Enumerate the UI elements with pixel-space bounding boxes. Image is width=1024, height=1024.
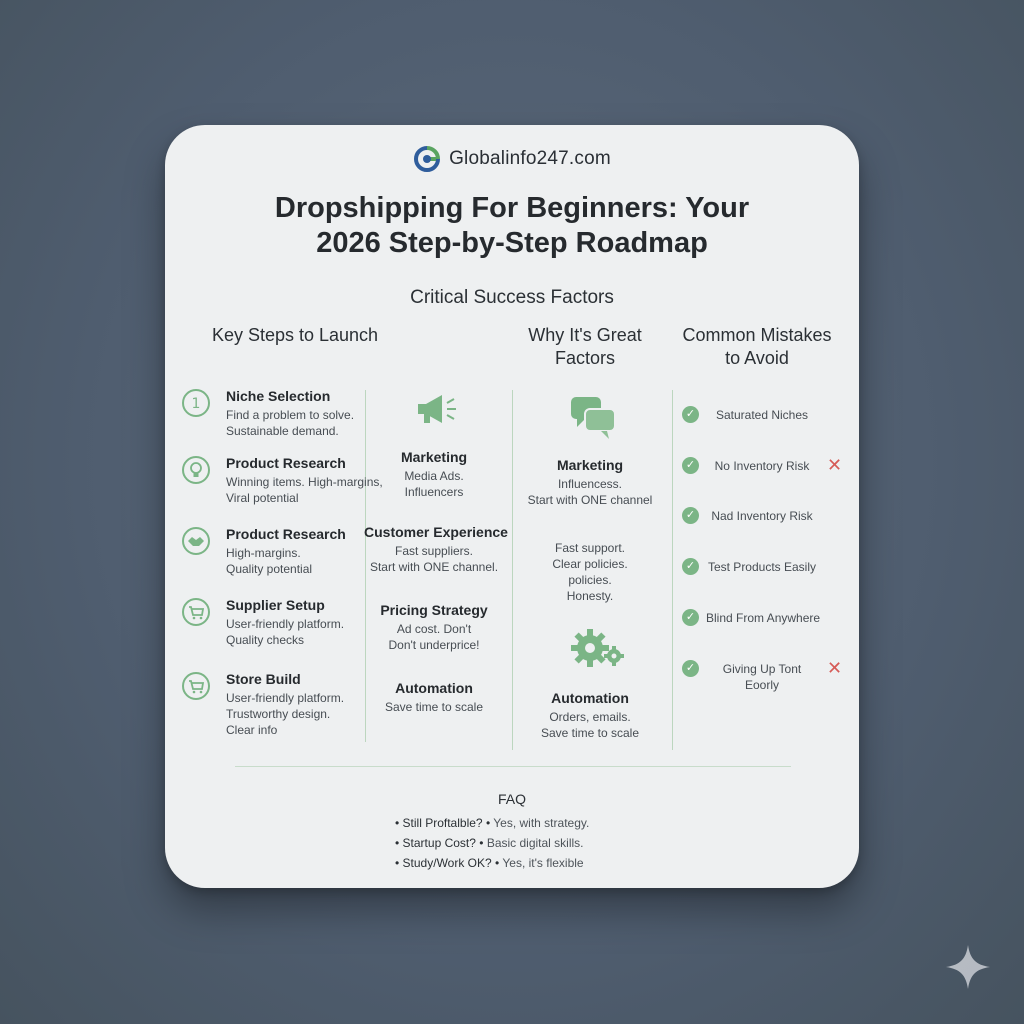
factor-desc bbox=[364, 621, 504, 653]
great-desc-line: Clear policies. bbox=[552, 557, 628, 571]
step-desc bbox=[226, 474, 383, 506]
chat-bubbles-icon bbox=[569, 395, 617, 441]
great-support bbox=[520, 537, 660, 604]
section-subtitle: Critical Success Factors bbox=[410, 287, 614, 308]
lightbulb-icon bbox=[181, 455, 211, 485]
brand-name: Globalinfo247.com bbox=[449, 148, 611, 169]
check-icon: ✓ bbox=[682, 457, 699, 474]
column-heading-steps: Key Steps to Launch bbox=[211, 325, 379, 345]
step-desc-line: High-margins. bbox=[226, 546, 301, 560]
mistake-text-line: Giving Up Tont bbox=[722, 662, 802, 676]
great-desc-line: Start with ONE channel bbox=[527, 493, 653, 507]
factor-title: Pricing Strategy bbox=[380, 602, 488, 618]
column-heading-great bbox=[500, 324, 670, 370]
step-desc-line: Winning items. High-margins, bbox=[226, 475, 383, 489]
step-desc-line: Find a problem to solve. bbox=[226, 408, 355, 422]
factor-desc-line: Fast suppliers. bbox=[394, 544, 474, 558]
great-desc-line: Save time to scale bbox=[540, 726, 640, 740]
column-heading-great-line1: Why It's Great bbox=[528, 325, 642, 345]
great-title: Marketing bbox=[556, 457, 624, 473]
number-one-icon bbox=[181, 388, 211, 418]
handshake-icon bbox=[181, 526, 211, 556]
great-automation bbox=[520, 690, 660, 741]
faq-answer: Yes, with strategy. bbox=[493, 816, 590, 830]
mistake-item bbox=[682, 609, 852, 631]
step-desc bbox=[226, 690, 344, 738]
great-desc-line: Honesty. bbox=[566, 589, 614, 603]
page-title bbox=[165, 191, 859, 261]
faq-answer: Yes, it's flexible bbox=[502, 856, 584, 870]
factor-desc-line: Influencers bbox=[404, 485, 464, 499]
gears-icon bbox=[568, 625, 626, 671]
store-cart-icon bbox=[181, 671, 211, 701]
step-desc bbox=[226, 616, 344, 648]
bullet-icon: • bbox=[395, 816, 400, 830]
check-icon: ✓ bbox=[682, 558, 699, 575]
bullet-icon: • bbox=[495, 856, 500, 870]
step-desc bbox=[226, 545, 312, 577]
mistake-item bbox=[682, 507, 852, 529]
mistake-item bbox=[682, 457, 852, 479]
check-icon: ✓ bbox=[682, 406, 699, 423]
mistake-text bbox=[706, 661, 818, 693]
great-desc bbox=[520, 709, 660, 741]
faq-question: Still Proftalble? bbox=[402, 816, 483, 830]
faq-item bbox=[395, 836, 584, 850]
sparkle-icon bbox=[944, 943, 992, 991]
megaphone-icon bbox=[414, 391, 464, 427]
faq-item bbox=[395, 856, 584, 870]
step-title: Store Build bbox=[226, 671, 301, 687]
great-desc-line: Influencess. bbox=[557, 477, 623, 491]
bullet-icon: • bbox=[395, 836, 400, 850]
factor-desc-line: Save time to scale bbox=[384, 700, 484, 714]
factor-pricing-strategy bbox=[364, 602, 504, 653]
step-desc bbox=[226, 407, 354, 439]
great-desc bbox=[520, 476, 660, 508]
mistake-item bbox=[682, 406, 852, 428]
faq-answer: Basic digital skills. bbox=[486, 836, 584, 850]
step-title: Product Research bbox=[226, 526, 346, 542]
mistake-item bbox=[682, 558, 852, 580]
step-title: Niche Selection bbox=[226, 388, 331, 404]
bullet-icon: • bbox=[395, 856, 400, 870]
bullet-icon: • bbox=[479, 836, 484, 850]
check-icon: ✓ bbox=[682, 660, 699, 677]
step-desc-line: Trustworthy design. bbox=[226, 707, 331, 721]
factor-title: Marketing bbox=[400, 449, 468, 465]
brand-header bbox=[165, 145, 859, 173]
great-marketing bbox=[520, 457, 660, 508]
column-heading-mistakes-line2: to Avoid bbox=[725, 348, 789, 368]
factor-desc-line: Start with ONE channel. bbox=[369, 560, 499, 574]
factor-title: Automation bbox=[395, 680, 473, 696]
factor-desc-line: Media Ads. bbox=[404, 469, 464, 483]
column-divider bbox=[512, 390, 513, 750]
infographic-card bbox=[165, 125, 859, 888]
column-heading-great-line2: Factors bbox=[554, 348, 615, 368]
check-icon: ✓ bbox=[682, 507, 699, 524]
factor-desc bbox=[364, 468, 504, 500]
factor-desc-line: Ad cost. Don't bbox=[396, 622, 472, 636]
title-line-1: Dropshipping For Beginners: Your bbox=[274, 192, 750, 224]
factor-desc bbox=[364, 699, 504, 715]
factor-desc-line: Don't underprice! bbox=[388, 638, 480, 652]
check-icon: ✓ bbox=[682, 609, 699, 626]
faq-item bbox=[395, 816, 589, 830]
mistake-text: Test Products Easily bbox=[707, 560, 817, 574]
mistake-item bbox=[682, 658, 852, 692]
step-title: Product Research bbox=[226, 455, 346, 471]
step-desc-line: User-friendly platform. bbox=[226, 691, 345, 705]
step-desc-line: Viral potential bbox=[226, 491, 299, 505]
column-heading-mistakes-line1: Common Mistakes bbox=[682, 325, 832, 345]
x-mark-icon: ✕ bbox=[827, 658, 843, 678]
step-desc-line: Clear info bbox=[226, 723, 278, 737]
g-logo-icon bbox=[413, 145, 441, 173]
mistake-text: Nad Inventory Risk bbox=[711, 509, 813, 523]
mistake-text: No Inventory Risk bbox=[714, 459, 810, 473]
great-desc-line: policies. bbox=[568, 573, 612, 587]
bullet-icon: • bbox=[485, 816, 491, 830]
factor-marketing bbox=[364, 449, 504, 500]
factor-title: Customer Experience bbox=[364, 524, 508, 540]
step-desc-line: Quality potential bbox=[226, 562, 313, 576]
step-desc-line: Quality checks bbox=[226, 633, 305, 647]
faq-title: FAQ bbox=[497, 791, 526, 807]
cart-icon bbox=[181, 597, 211, 627]
factor-automation bbox=[364, 680, 504, 715]
mistake-text: Blind From Anywhere bbox=[706, 611, 821, 625]
column-divider bbox=[672, 390, 673, 750]
step-title: Supplier Setup bbox=[226, 597, 325, 613]
step-desc-line: User-friendly platform. bbox=[226, 617, 345, 631]
faq-question: Startup Cost? bbox=[402, 836, 476, 850]
great-desc bbox=[520, 540, 660, 604]
mistake-text: Saturated Niches bbox=[715, 408, 809, 422]
column-heading-mistakes bbox=[672, 324, 842, 370]
great-title: Automation bbox=[551, 690, 629, 706]
step-desc-line: Sustainable demand. bbox=[226, 424, 339, 438]
faq-question: Study/Work OK? bbox=[402, 856, 492, 870]
great-desc-line: Fast support. bbox=[554, 541, 626, 555]
title-line-2: 2026 Step-by-Step Roadmap bbox=[316, 227, 708, 259]
x-mark-icon: ✕ bbox=[827, 455, 843, 475]
mistake-text-line: Eoorly bbox=[744, 678, 779, 692]
svg-text:1: 1 bbox=[191, 396, 201, 412]
factor-customer-experience bbox=[364, 524, 508, 575]
factor-desc bbox=[364, 543, 504, 575]
section-divider bbox=[235, 766, 791, 767]
great-desc-line: Orders, emails. bbox=[549, 710, 631, 724]
